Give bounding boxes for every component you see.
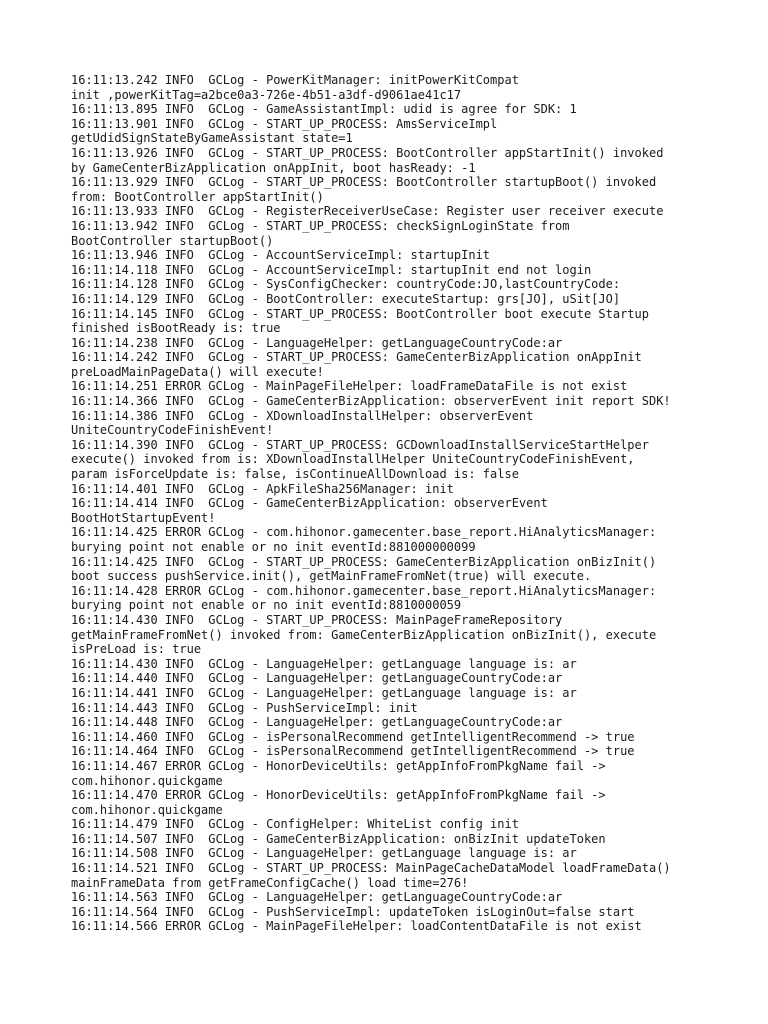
log-line: 16:11:14.566 ERROR GCLog - MainPageFileHelper: loadContentDataFile is not exist	[71, 919, 642, 934]
log-line: 16:11:14.129 INFO GCLog - BootController: executeStartup: grs[JO], uSit[JO]	[71, 291, 621, 306]
log-line: 16:11:14.118 INFO GCLog - AccountServiceImpl: startupInit end not login	[71, 262, 592, 277]
log-line: 16:11:13.895 INFO GCLog - GameAssistantImpl: udid is agree for SDK: 1	[71, 102, 577, 117]
log-line: 16:11:14.564 INFO GCLog - PushServiceImpl: updateToken isLoginOut=false start	[71, 904, 635, 919]
log-line: 16:11:14.242 INFO GCLog - START_UP_PROCESS: GameCenterBizApplication onAppInit	[71, 350, 642, 365]
log-line: 16:11:14.479 INFO GCLog - ConfigHelper: WhiteList config init	[71, 817, 519, 832]
log-line: 16:11:14.440 INFO GCLog - LanguageHelper: getLanguageCountryCode:ar	[71, 671, 563, 686]
log-line: 16:11:14.401 INFO GCLog - ApkFileSha256Manager: init	[71, 481, 454, 496]
log-line: 16:11:14.441 INFO GCLog - LanguageHelper: getLanguage language is: ar	[71, 685, 577, 700]
log-line: getMainFrameFromNet() invoked from: GameCenterBizApplication onBizInit(), execute	[71, 627, 657, 642]
log-line: 16:11:13.929 INFO GCLog - START_UP_PROCESS: BootController startupBoot() invoked	[71, 175, 657, 190]
log-line: 16:11:14.414 INFO GCLog - GameCenterBizApplication: observerEvent	[71, 496, 548, 511]
log-line: 16:11:13.901 INFO GCLog - START_UP_PROCESS: AmsServiceImpl	[71, 116, 498, 131]
log-line: 16:11:14.508 INFO GCLog - LanguageHelper: getLanguage language is: ar	[71, 846, 577, 861]
log-line: 16:11:13.242 INFO GCLog - PowerKitManager: initPowerKitCompat	[71, 73, 519, 87]
log-line: 16:11:14.443 INFO GCLog - PushServiceImpl: init	[71, 700, 418, 715]
log-line: 16:11:14.145 INFO GCLog - START_UP_PROCESS: BootController boot execute Startup	[71, 306, 649, 321]
log-line: 16:11:14.128 INFO GCLog - SysConfigChecker: countryCode:JO,lastCountryCode:	[71, 277, 621, 292]
log-line: 16:11:14.448 INFO GCLog - LanguageHelper: getLanguageCountryCode:ar	[71, 715, 563, 730]
log-line: boot success pushService.init(), getMainFrameFromNet(true) will execute.	[71, 569, 592, 584]
log-line: execute() invoked from is: XDownloadInstallHelper UniteCountryCodeFinishEvent,	[71, 452, 635, 467]
log-line: 16:11:14.238 INFO GCLog - LanguageHelper: getLanguageCountryCode:ar	[71, 335, 563, 350]
log-line: isPreLoad is: true	[71, 642, 202, 657]
log-line: 16:11:14.563 INFO GCLog - LanguageHelper: getLanguageCountryCode:ar	[71, 890, 563, 905]
log-line: 16:11:13.942 INFO GCLog - START_UP_PROCESS: checkSignLoginState from	[71, 218, 570, 233]
log-line: 16:11:14.386 INFO GCLog - XDownloadInstallHelper: observerEvent	[71, 408, 534, 423]
log-line: 16:11:14.430 INFO GCLog - START_UP_PROCESS: MainPageFrameRepository	[71, 612, 563, 627]
log-line: 16:11:14.464 INFO GCLog - isPersonalRecommend getIntelligentRecommend -> true	[71, 744, 635, 759]
log-line: 16:11:14.521 INFO GCLog - START_UP_PROCESS: MainPageCacheDataModel loadFrameData()	[71, 861, 671, 876]
log-line: 16:11:14.428 ERROR GCLog - com.hihonor.gamecenter.base_report.HiAnalyticsManager:	[71, 583, 657, 598]
log-line: 16:11:13.933 INFO GCLog - RegisterReceiverUseCase: Register user receiver execute	[71, 204, 664, 219]
log-line: getUdidSignStateByGameAssistant state=1	[71, 131, 353, 146]
log-line: 16:11:14.470 ERROR GCLog - HonorDeviceUtils: getAppInfoFromPkgName fail ->	[71, 788, 606, 803]
log-line: 16:11:14.251 ERROR GCLog - MainPageFileHelper: loadFrameDataFile is not exist	[71, 379, 628, 394]
log-line: 16:11:13.946 INFO GCLog - AccountServiceImpl: startupInit	[71, 248, 491, 263]
log-line: 16:11:14.467 ERROR GCLog - HonorDeviceUtils: getAppInfoFromPkgName fail ->	[71, 758, 606, 773]
log-line: init ,powerKitTag=a2bce0a3-726e-4b51-a3df-d9061ae41c17	[71, 87, 462, 102]
log-line: finished isBootReady is: true	[71, 321, 281, 336]
log-line: preLoadMainPageData() will execute!	[71, 364, 324, 379]
log-line: burying point not enable or no init eventId:881000000099	[71, 540, 476, 554]
log-line: by GameCenterBizApplication onAppInit, boot hasReady: -1	[71, 160, 476, 175]
log-line: param isForceUpdate is: false, isContinueAllDownload is: false	[71, 467, 519, 482]
log-line: BootHotStartupEvent!	[71, 510, 216, 525]
log-line: burying point not enable or no init eventId:8810000059	[71, 598, 462, 613]
log-line: BootController startupBoot()	[71, 233, 274, 248]
log-text-block	[71, 73, 761, 934]
log-line: mainFrameData from getFrameConfigCache() load time=276!	[71, 875, 469, 890]
log-line: com.hihonor.quickgame	[71, 802, 223, 817]
log-line: 16:11:14.507 INFO GCLog - GameCenterBizApplication: onBizInit updateToken	[71, 831, 606, 846]
log-line: 16:11:14.425 ERROR GCLog - com.hihonor.gamecenter.base_report.HiAnalyticsManager:	[71, 525, 657, 540]
log-line: from: BootController appStartInit()	[71, 189, 324, 204]
log-line: com.hihonor.quickgame	[71, 773, 223, 788]
log-line: 16:11:14.390 INFO GCLog - START_UP_PROCESS: GCDownloadInstallServiceStartHelper	[71, 437, 649, 452]
log-line: 16:11:13.926 INFO GCLog - START_UP_PROCESS: BootController appStartInit() invoked	[71, 145, 664, 160]
log-line: UniteCountryCodeFinishEvent!	[71, 423, 274, 438]
log-line: 16:11:14.430 INFO GCLog - LanguageHelper: getLanguage language is: ar	[71, 656, 577, 671]
log-line: 16:11:14.460 INFO GCLog - isPersonalRecommend getIntelligentRecommend -> true	[71, 729, 635, 744]
log-line: 16:11:14.425 INFO GCLog - START_UP_PROCESS: GameCenterBizApplication onBizInit()	[71, 554, 657, 569]
log-line: 16:11:14.366 INFO GCLog - GameCenterBizApplication: observerEvent init report SDK!	[71, 394, 671, 409]
